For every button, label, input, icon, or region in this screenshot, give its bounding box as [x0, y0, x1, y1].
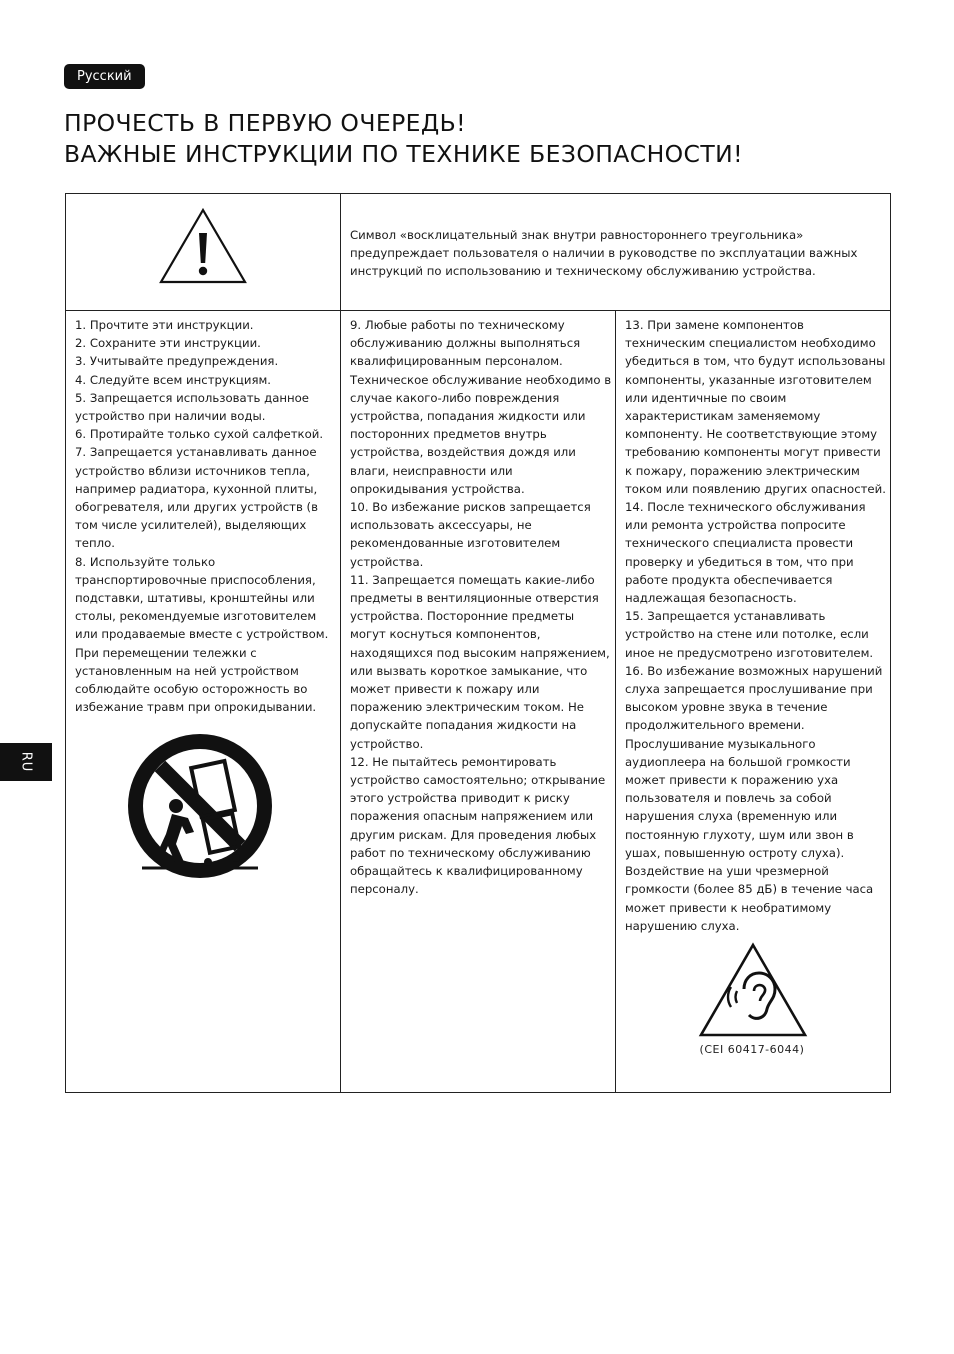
- instruction-item: 7. Запрещается устанавливать данное устройство вблизи источников тепла, например радиатора, кухонной плиты, обогревателя, или других устройств (в том числе усилителей), выделяющих тепло.: [75, 445, 319, 551]
- instructions-column-2: [350, 316, 612, 899]
- language-side-tab: RU: [0, 743, 52, 781]
- instructions-column-1: [75, 316, 337, 716]
- column-divider: [340, 194, 341, 1092]
- instruction-item: 15. Запрещается устанавливать устройство на стене или потолке, если иное не предусмотрено изготовителем.: [625, 609, 874, 660]
- cart-tip-over-icon: [128, 734, 272, 878]
- instruction-item: 14. После технического обслуживания или ремонта устройства попросите технического специалиста провести проверку и убедиться в том, что при работе продукта обеспечивается надлежащая безопасность.: [625, 500, 866, 606]
- warning-triangle-icon: [158, 207, 248, 285]
- column-divider: [615, 310, 616, 1092]
- instruction-item: 2. Сохраните эти инструкции.: [75, 336, 261, 351]
- instruction-item: 9. Любые работы по техническому обслуживанию должны выполняться квалифицированным персоналом. Техническое обслуживание необходимо в случае какого-либо повреждения устройства, попадания жидкости или посторонних предметов внутрь устройства, воздействия дождя или влаги, неисправности или опрокидывания устройства.: [350, 318, 612, 496]
- page-title: [64, 108, 743, 170]
- cei-standard-label: (CEI 60417-6044): [699, 1043, 805, 1056]
- instruction-item: 10. Во избежание рисков запрещается использовать аксессуары, не рекомендованные изготовителем устройства.: [350, 500, 591, 569]
- instruction-item: 16. Во избежание возможных нарушений слуха запрещается прослушивание при высоком уровне звука в течение продолжительного времени. Прослушивание музыкального аудиоплеера на большой громкости может привести к поражению уха пользователя и повлечь за собой нарушения слуха (временную или постоянную глухоту, шум или звон в ушах, повышенную остроту слуха). Воздействие на уши чрезмерной громкости (более 85 дБ) в течение часа может привести к необратимому нарушению слуха.: [625, 663, 883, 933]
- instruction-item: 11. Запрещается помещать какие-либо предметы в вентиляционные отверстия устройства. Посторонние предметы могут коснуться компонентов, находящихся под высоким напряжением, или вызвать короткое замыкание, что может привести к пожару или поражению электрическим током. Не допускайте попадания жидкости на устройство.: [350, 572, 610, 751]
- instruction-item: 5. Запрещается использовать данное устройство при наличии воды.: [75, 390, 309, 424]
- instruction-item: 8. Используйте только транспортировочные приспособления, подставки, штативы, кронштейны или столы, рекомендуемые изготовителем или продаваемые вместе с устройством. При перемещении тележки с установленным на ней устройством соблюдайте особую осторожность во избежание травм при опрокидывании.: [75, 554, 329, 715]
- language-badge: Русский: [64, 64, 145, 89]
- instruction-item: 3. Учитывайте предупреждения.: [75, 354, 279, 369]
- row-divider: [66, 310, 890, 311]
- hearing-damage-icon: [697, 941, 809, 1039]
- instruction-item: 12. Не пытайтесь ремонтировать устройство самостоятельно; открывание этого устройства приводит к риску поражения опасным напряжением или другим рискам. Для проведения любых работ по техническому обслуживанию обращайтесь к квалифицированному персоналу.: [350, 754, 606, 897]
- title-line-2: ВАЖНЫЕ ИНСТРУКЦИИ ПО ТЕХНИКЕ БЕЗОПАСНОСТИ!: [64, 140, 743, 168]
- symbol-description: Символ «восклицательный знак внутри равностороннего треугольника» предупреждает пользователя о наличии в руководстве по эксплуатации важных инструкций по использованию и техническому обслуживанию устройства.: [350, 228, 858, 279]
- instructions-column-3: [625, 316, 887, 935]
- instruction-item: 4. Следуйте всем инструкциям.: [75, 372, 272, 387]
- safety-instructions-table: [65, 193, 891, 1093]
- title-line-1: ПРОЧЕСТЬ В ПЕРВУЮ ОЧЕРЕДЬ!: [64, 109, 466, 137]
- instruction-item: 6. Протирайте только сухой салфеткой.: [75, 427, 324, 442]
- instruction-item: 13. При замене компонентов техническим специалистом необходимо убедиться в том, что будут использованы компоненты, указанные изготовителем или идентичные по своим характеристикам заменяемому компоненту. Не соответствующие этому требованию компоненты могут привести к пожару, поражению электрическим током или появлению других опасностей.: [625, 318, 886, 496]
- instruction-item: 1. Прочтите эти инструкции.: [75, 318, 254, 332]
